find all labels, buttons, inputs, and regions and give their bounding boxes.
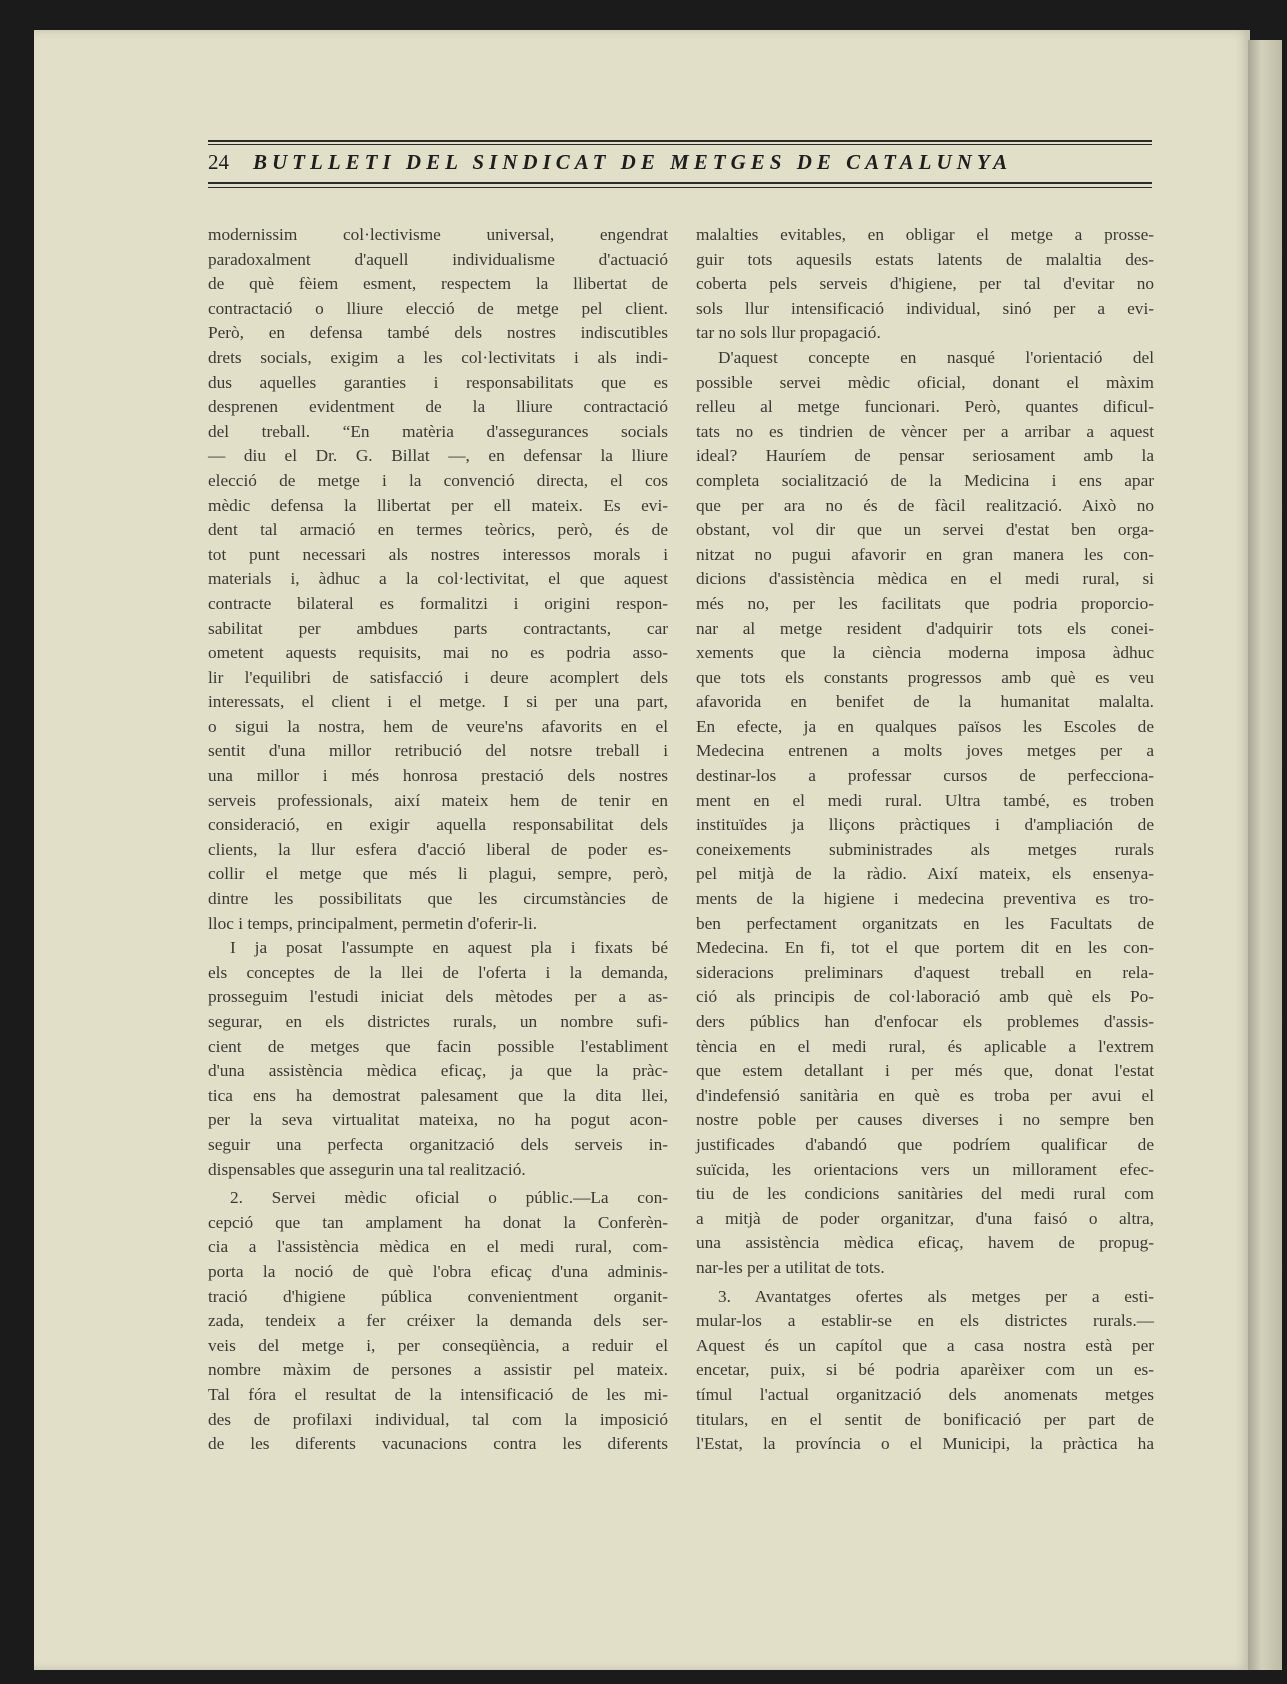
text-line: ben perfectament organitzats en les Facultats de [696,913,1154,933]
header-bottom-rule [208,182,1152,184]
text-line: zada, tendeix a fer créixer la demanda dels ser- [208,1311,668,1331]
text-line: una assistència mèdica eficaç, havem de propug- [696,1233,1154,1253]
text-line: instituïdes ja lliçons pràctiques i d'ampliación de [696,815,1154,835]
text-line: seguir una perfecta organització dels serveis in- [208,1134,668,1154]
text-line: d'una assistència mèdica eficaç, ja que la pràc- [208,1061,668,1081]
text-line: nostre poble per causes diverses i no sempre ben [696,1110,1154,1130]
text-line: tímul l'actual organització dels anomenats metges [696,1384,1154,1404]
text-line: Aquest és un capítol que a casa nostra està per [696,1335,1154,1355]
text-line: materials i, àdhuc a la col·lectivitat, el que aquest [208,569,668,589]
text-line: ció als principis de col·laboració amb què els Po- [696,987,1154,1007]
text-line: destinar-los a professar cursos de perfecciona- [696,766,1154,786]
text-line: coberta pels serveis d'higiene, per tal d'evitar no [696,274,1154,294]
text-line: En efecte, ja en qualques països les Escoles de [696,716,1154,736]
text-line: els conceptes de la llei de l'oferta i la demanda, [208,962,668,982]
text-line: I ja posat l'assumpte en aquest pla i fixats bé [230,938,668,958]
text-line: Medecina. En fi, tot el que portem dit en les con- [696,938,1154,958]
text-line: completa socialització de la Medicina i ens apar [696,470,1154,490]
text-line: contracte bilateral es formalitzi i origini respon- [208,593,668,613]
text-line: malalties evitables, en obligar el metge a prosse- [696,225,1154,244]
text-line: a mitjà de poder organitzar, d'una faisó o altra, [696,1208,1154,1228]
text-line: sols llur intensificació individual, sinó per a evi- [696,298,1154,318]
text-line: que estem detallant i per més que, donat l'estat [696,1061,1154,1081]
text-line: Tal fóra el resultat de la intensificació de les mi- [208,1384,668,1404]
text-line: prosseguim l'estudi iniciat dels mètodes per a as- [208,987,668,1007]
section-heading-line: 3. Avantatges ofertes als metges per a esti- [718,1286,1154,1306]
next-page-edge [1248,40,1282,1670]
text-line: més no, per les facilitats que podria proporcio- [696,593,1154,613]
text-line: mèdic defensa la llibertat per ell mateix. Es evi- [208,495,668,515]
text-line: sabilitat per ambdues parts contractants, car [208,618,668,638]
text-line: pel mitjà de la ràdio. Així mateix, els ensenya- [696,864,1154,884]
text-line: de les diferents vacunacions contra les diferents [208,1434,668,1454]
text-line: sentit d'una millor retribució del notsre treball i [208,741,668,761]
text-line: coneixements subministrades als metges rurals [696,839,1154,859]
header-row [208,150,1152,180]
text-line: guir tots aquesils estats latents de malaltia des- [696,249,1154,269]
text-line: des de profilaxi individual, tal com la imposició [208,1409,668,1429]
text-line: clients, la llur esfera d'acció liberal de poder es- [208,839,668,859]
text-line: relleu al metge funcionari. Però, quantes dificul- [696,397,1154,417]
text-line: contractació o lliure elecció de metge pel client. [208,298,668,318]
text-line: obstant, vol dir que un servei d'estat ben orga- [696,520,1154,540]
text-line: o sigui la nostra, hem de veure'ns afavorits en el [208,716,668,736]
text-line: de què fèiem esment, respectem la llibertat de [208,274,668,294]
text-line: collir el metge que més li plagui, sempre, però, [208,864,668,884]
text-line: que tots els constants progressos amb què es veu [696,667,1154,687]
page-header [208,140,1152,196]
text-line: tot punt necessari als nostres interessos morals i [208,544,668,564]
text-line: ometent aquests requisits, mai no es podria asso- [208,643,668,663]
text-line: cient de metges que facin possible l'establiment [208,1036,668,1056]
text-line: nombre màxim de persones a assistir pel mateix. [208,1360,668,1380]
text-line: per la seva virtualitat mateixa, no ha pogut acon- [208,1110,668,1130]
left-column [208,223,668,1457]
text-line: paradoxalment d'aquell individualisme d'actuació [208,249,668,269]
text-line: dispensables que assegurin una tal realització. [208,1159,526,1179]
text-line: suïcida, les orientacions vers un millorament efec- [696,1159,1154,1179]
text-line: que per ara no és de fàcil realització. Això no [696,495,1154,515]
text-line: segurar, en els districtes rurals, un nombre sufi- [208,1012,668,1031]
text-line: ment en el medi rural. Ultra també, es troben [696,790,1154,810]
text-line: lloc i temps, principalment, permetin d'oferir-li. [208,913,538,933]
text-line: D'aquest concepte en nasqué l'orientació del [718,347,1154,367]
text-line: sideracions preliminars d'aquest treball en rela- [696,962,1154,982]
text-line: desprenen evidentment de la lliure contractació [208,397,668,417]
journal-title: BUTLLETI DEL SINDICAT DE METGES DE CATALUNYA [253,150,1013,174]
text-line: ders públics han d'enfocar els problemes d'assis- [696,1012,1154,1031]
text-line: Però, en defensa també dels nostres indiscutibles [208,323,668,343]
section-heading-line: 2. Servei mèdic oficial o públic.—La con- [230,1188,668,1208]
right-column [696,223,1154,1457]
text-line: d'indefensió sanitària en què es troba per avui el [696,1085,1154,1105]
text-line: — diu el Dr. G. Billat —, en defensar la lliure [208,446,668,466]
text-line: nitzat no pugui afavorir en gran manera les con- [696,544,1154,564]
text-line: una millor i més honrosa prestació dels nostres [208,766,668,786]
text-line: del treball. “En matèria d'assegurances socials [208,421,668,441]
text-line: elecció de metge i la convenció directa, el cos [208,470,668,490]
text-line: titulars, en el sentit de bonificació per part de [696,1409,1154,1429]
text-line: porta la noció de què l'obra eficaç d'una adminis- [208,1261,668,1281]
text-line: dicions d'assistència mèdica en el medi rural, si [696,569,1154,589]
text-line: Medecina entrenen a molts joves metges per a [696,741,1154,761]
text-line: tats no es tindrien de vèncer per a arribar a aquest [696,421,1154,441]
text-line: drets socials, exigim a les col·lectivitats i als indi- [208,347,668,367]
text-line: modernissim col·lectivisme universal, engendrat [208,225,668,244]
text-line: interessats, el client i el metge. I si per una part, [208,692,668,712]
text-line: veis del metge i, per conseqüència, a reduir el [208,1335,668,1355]
text-line: possible servei mèdic oficial, donant el màxim [696,372,1154,392]
text-line: justificades d'abandó que podríem qualificar de [696,1134,1154,1154]
header-top-rule [208,140,1152,142]
text-line: afavorida en benifet de la humanitat malalta. [696,692,1154,712]
page-number: 24 [208,150,229,174]
text-line: nar al metge resident d'adquirir tots els conei- [696,618,1154,638]
header-top-rule-thin [208,144,1152,145]
section-heading-line: mular-los a establir-se en els districtes rurals.— [696,1311,1154,1331]
text-line: serveis professionals, així mateix hem de tenir en [208,790,668,810]
text-line: tració d'higiene pública convenientment organit- [208,1286,668,1306]
text-line: dent tal armació en termes teòrics, però, és de [208,520,668,540]
text-line: ideal? Hauríem de pensar seriosament amb la [696,446,1154,466]
text-line: tiu de les condicions sanitàries del medi rural com [696,1184,1154,1204]
text-line: cia a l'assistència mèdica en el medi rural, com- [208,1237,668,1257]
text-line: tència en el medi rural, és aplicable a l'extrem [696,1036,1154,1056]
text-line: l'Estat, la província o el Municipi, la pràctica ha [696,1434,1154,1454]
text-line: dintre les possibilitats que les circumstàncies de [208,889,668,909]
text-line: xements que la ciència moderna imposa àdhuc [696,643,1154,663]
header-bottom-rule-thin [208,187,1152,188]
text-line: tica ens ha demostrat palesament que la dita llei, [208,1085,668,1105]
text-line: lir l'equilibri de satisfacció i deure acomplert dels [208,667,668,687]
text-line: encetar, puix, si bé podria aparèixer com un es- [696,1360,1154,1380]
text-line: nar-les per a utilitat de tots. [696,1257,885,1277]
text-line: ments de la higiene i medecina preventiva es tro- [696,889,1154,909]
text-line: dus aquelles garanties i responsabilitats que es [208,372,668,392]
text-line: cepció que tan amplament ha donat la Conferèn- [208,1212,668,1232]
text-line: tar no sols llur propagació. [696,323,881,343]
text-line: consideració, en exigir aquella responsabilitat dels [208,815,668,835]
